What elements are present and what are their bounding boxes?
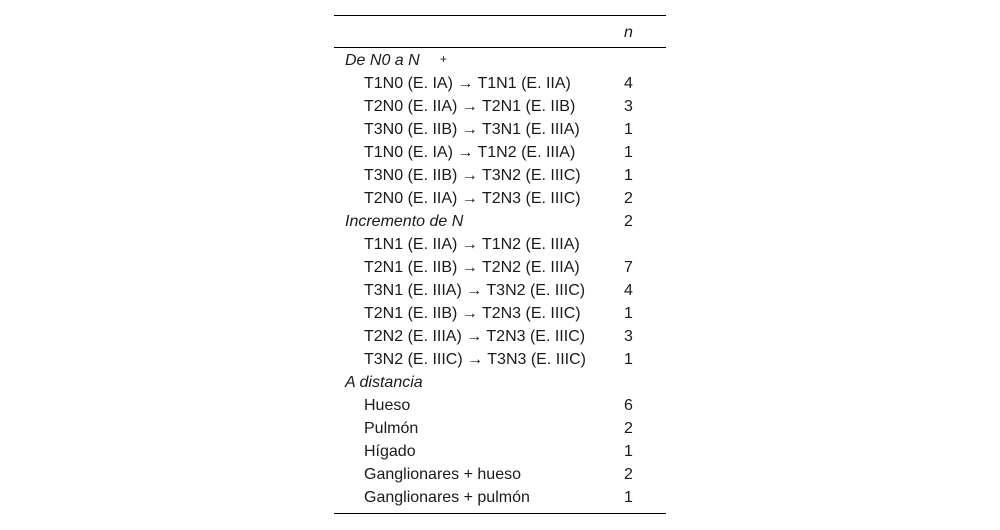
row-value: 2 <box>624 190 633 207</box>
table-row <box>334 95 666 118</box>
table-row <box>334 164 666 187</box>
section-title-text: De N0 a N <box>345 52 420 69</box>
row-label: Ganglionares + pulmón <box>364 489 530 506</box>
table-row <box>334 417 666 440</box>
table-row <box>334 325 666 348</box>
row-label: Hueso <box>364 397 411 414</box>
section-title <box>345 49 447 73</box>
table-row <box>334 233 666 256</box>
row-value: 1 <box>624 144 633 161</box>
section-title-sup: + <box>439 52 447 66</box>
section-value: 2 <box>624 213 633 230</box>
table-row <box>334 72 666 95</box>
row-value: 7 <box>624 259 633 276</box>
row-value: 1 <box>624 489 633 506</box>
row-label: T1N0 (E. IA) → T1N2 (E. IIIA) <box>364 144 576 161</box>
section-title: Incremento de N <box>345 213 464 230</box>
table-row <box>334 486 666 509</box>
row-label: Pulmón <box>364 420 419 437</box>
row-label: T3N2 (E. IIIC) → T3N3 (E. IIIC) <box>364 351 586 368</box>
row-value: 1 <box>624 351 633 368</box>
table-row <box>334 463 666 486</box>
data-table <box>334 15 666 514</box>
row-label: T2N1 (E. IIB) → T2N3 (E. IIIC) <box>364 305 581 322</box>
row-label: T3N0 (E. IIB) → T3N2 (E. IIIC) <box>364 167 581 184</box>
column-header-n: n <box>624 24 633 41</box>
row-value: 1 <box>624 121 633 138</box>
section-row <box>334 371 666 394</box>
table-row <box>334 141 666 164</box>
row-label: Ganglionares + hueso <box>364 466 521 483</box>
header-row <box>334 16 666 47</box>
row-value: 2 <box>624 466 633 483</box>
row-value: 6 <box>624 397 633 414</box>
table-row <box>334 256 666 279</box>
row-label: Hígado <box>364 443 416 460</box>
table-body <box>334 48 666 513</box>
row-value: 3 <box>624 98 633 115</box>
table-row <box>334 118 666 141</box>
table-row <box>334 302 666 325</box>
row-label: T2N0 (E. IIA) → T2N3 (E. IIIC) <box>364 190 581 207</box>
row-label: T2N0 (E. IIA) → T2N1 (E. IIB) <box>364 98 576 115</box>
row-label: T2N1 (E. IIB) → T2N2 (E. IIIA) <box>364 259 580 276</box>
row-label: T3N1 (E. IIIA) → T3N2 (E. IIIC) <box>364 282 586 299</box>
row-value: 1 <box>624 443 633 460</box>
bottom-rule <box>334 513 666 514</box>
row-value: 1 <box>624 305 633 322</box>
table-row <box>334 394 666 417</box>
row-label: T1N0 (E. IA) → T1N1 (E. IIA) <box>364 75 571 92</box>
row-value: 1 <box>624 167 633 184</box>
row-label: T2N2 (E. IIIA) → T2N3 (E. IIIC) <box>364 328 586 345</box>
table-row <box>334 187 666 210</box>
row-value: 4 <box>624 75 633 92</box>
row-value: 4 <box>624 282 633 299</box>
table-row <box>334 348 666 371</box>
row-label: T3N0 (E. IIB) → T3N1 (E. IIIA) <box>364 121 580 138</box>
row-value: 3 <box>624 328 633 345</box>
table-row <box>334 440 666 463</box>
row-label: T1N1 (E. IIA) → T1N2 (E. IIIA) <box>364 236 580 253</box>
section-row <box>334 49 666 72</box>
row-value: 2 <box>624 420 633 437</box>
section-row <box>334 210 666 233</box>
table-row <box>334 279 666 302</box>
section-title: A distancia <box>345 374 423 391</box>
